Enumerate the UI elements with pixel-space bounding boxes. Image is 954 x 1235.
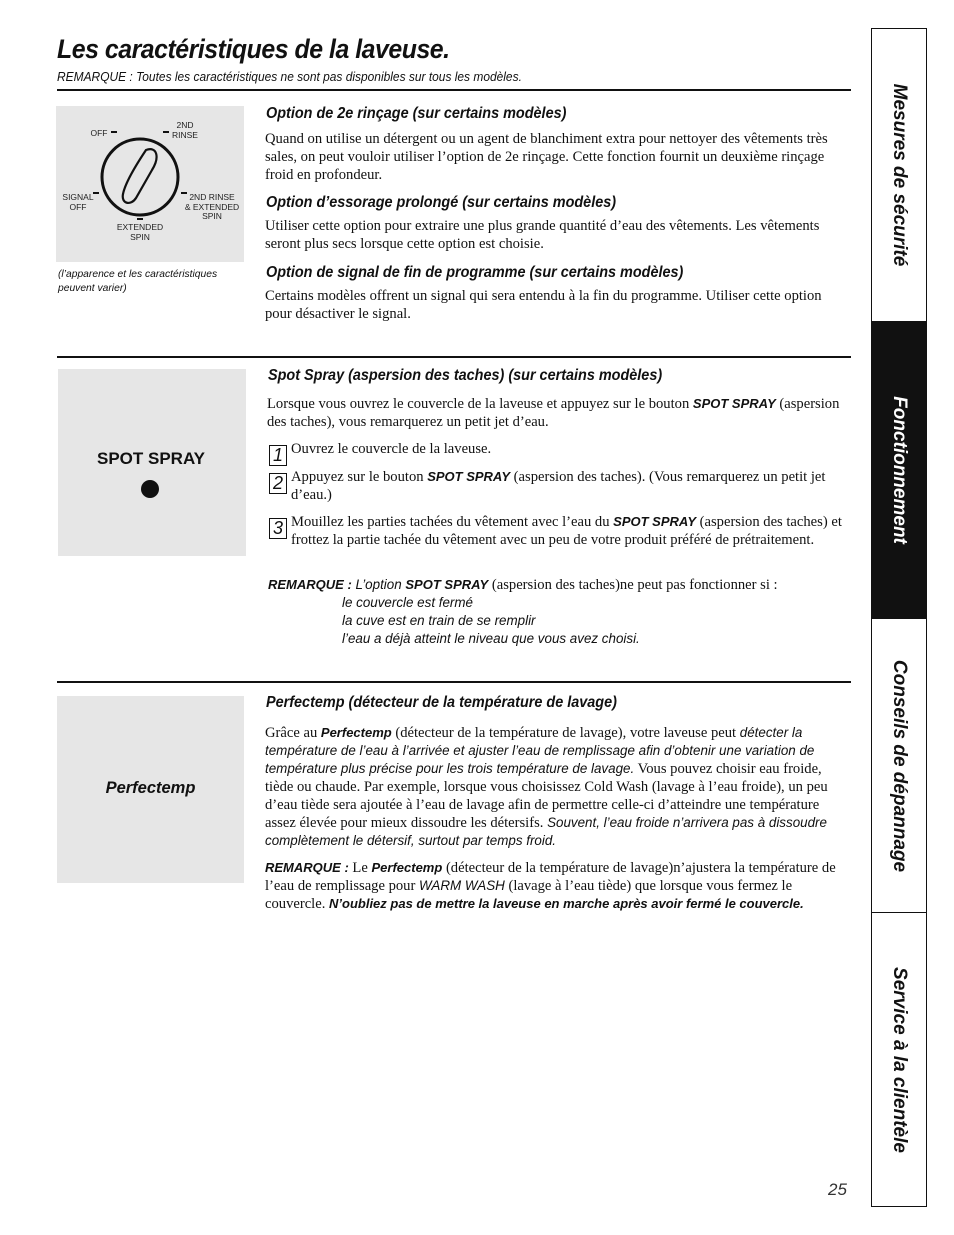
dial-label-extended-spin: EXTENDED SPIN xyxy=(116,222,164,242)
tab-service-a-la-clientele[interactable] xyxy=(871,912,927,1207)
step-number-1: 1 xyxy=(269,445,287,466)
page-title: Les caractéristiques de la laveuse. xyxy=(57,34,450,64)
condition-item: le couvercle est fermé xyxy=(342,595,473,610)
condition-item: l’eau a déjà atteint le niveau que vous avez choisi. xyxy=(342,631,640,646)
heading-2nd-rinse: Option de 2e rinçage (sur certains modèles) xyxy=(266,105,567,122)
spot-spray-label: SPOT SPRAY xyxy=(96,449,206,468)
text-extended-spin: Utiliser cette option pour extraire une plus grande quantité d’eau des vêtements. Les vêtements seront plus secs lorsque cette option est choisie. xyxy=(265,218,820,252)
header-rule xyxy=(57,89,851,91)
heading-spot-spray: Spot Spray (aspersion des taches) (sur certains modèles) xyxy=(268,367,663,384)
heading-extended-spin: Option d’essorage prolongé (sur certains modèles) xyxy=(266,194,617,211)
spot-spray-note: REMARQUE : L’option SPOT SPRAY (aspersion des taches)ne peut pas fonctionner si : xyxy=(268,577,778,593)
spot-spray-conditions xyxy=(342,594,640,648)
text-signal: Certains modèles offrent un signal qui sera entendu à la fin du programme. Utiliser cette option pour désactiver le signal. xyxy=(265,288,822,322)
tab-label: Service à la clientèle xyxy=(889,966,910,1153)
dial-label-2nd-rinse-extended: 2ND RINSE & EXTENDED SPIN xyxy=(184,192,240,221)
text-spot-spray-intro: Lorsque vous ouvrez le couvercle de la laveuse et appuyez sur le bouton SPOT SPRAY (aspersion des taches), vous remarquerez un petit jet d’eau. xyxy=(267,396,840,430)
dial-panel xyxy=(56,106,244,262)
page-number: 25 xyxy=(828,1180,847,1199)
heading-perfectemp: Perfectemp (détecteur de la température de lavage) xyxy=(266,694,617,711)
spot-spray-button-icon xyxy=(141,480,159,498)
step-text-2: Appuyez sur le bouton SPOT SPRAY (aspersion des taches). (Vous remarquerez un petit jet d’eau.) xyxy=(291,469,826,503)
step-number-3: 3 xyxy=(269,518,287,539)
tab-label: Fonctionnement xyxy=(889,396,910,544)
tab-label: Mesures de sécurité xyxy=(889,83,910,267)
step-number-2: 2 xyxy=(269,473,287,494)
dial-label-off: OFF xyxy=(90,128,108,138)
dial-label-signal-off: SIGNAL OFF xyxy=(62,192,94,212)
tab-label: Conseils de dépannage xyxy=(889,659,910,872)
spot-spray-panel xyxy=(58,369,246,556)
perfectemp-label: Perfectemp xyxy=(105,779,196,797)
text-2nd-rinse: Quand on utilise un détergent ou un agent de blanchiment extra pour nettoyer des vêtements très sales, on peut vouloir utiliser l’option de 2e rinçage. Cette fonction fournit un deuxième rinçage froid en profondeur. xyxy=(265,131,828,183)
perfectemp-panel xyxy=(57,696,244,883)
tab-conseils-de-depannage[interactable] xyxy=(871,618,927,913)
text-perfectemp: Grâce au Perfectemp (détecteur de la température de lavage), votre laveuse peut détecter la température de l’eau à l’arrivée et ajuster l’eau de remplissage afin d’obtenir une variation de température plus précise pour les trois température de lavage. Vous pouvez choisir eau froide, tiède ou chaude. Par exemple, lorsque vous choisissez Cold Wash (lavage à l’eau froide), un peu d’eau tiède sera ajoutée à l’eau de lavage afin de permettre celle-ci d’atteindre une température assez élevée pour mieux dissoudre les détersifs. Souvent, l’eau froide n’arrivera pas à dissoudre complètement le détersif, surtout par temps froid. xyxy=(265,725,828,848)
heading-signal: Option de signal de fin de programme (sur certains modèles) xyxy=(266,264,684,281)
step-text-1: Ouvrez le couvercle de la laveuse. xyxy=(291,441,492,457)
page-note: REMARQUE : Toutes les caractéristiques ne sont pas disponibles sur tous les modèles. xyxy=(57,69,522,84)
step-text-3: Mouillez les parties tachées du vêtement avec l’eau du SPOT SPRAY (aspersion des taches) et frottez la partie tachée du vêtement avec un peu de votre produit préféré de prétraitement. xyxy=(291,514,842,548)
dial-caption: (l’apparence et les caractéristiques peuvent varier) xyxy=(58,269,218,294)
section-rule-1 xyxy=(57,356,851,358)
perfectemp-note: REMARQUE : Le Perfectemp (détecteur de la température de lavage)n’ajustera la température de l’eau de remplissage pour WARM WASH (lavage à l’eau tiède) que lorsque vous fermez le couvercle. N’oubliez pas de mettre la laveuse en marche après avoir fermé le couvercle. xyxy=(265,860,836,912)
section-rule-2 xyxy=(57,681,851,683)
tab-mesures-de-securite[interactable] xyxy=(871,28,927,322)
dial-label-2nd-rinse: 2ND RINSE xyxy=(172,120,198,140)
condition-item: la cuve est en train de se remplir xyxy=(342,613,536,628)
tab-fonctionnement[interactable] xyxy=(871,321,927,619)
